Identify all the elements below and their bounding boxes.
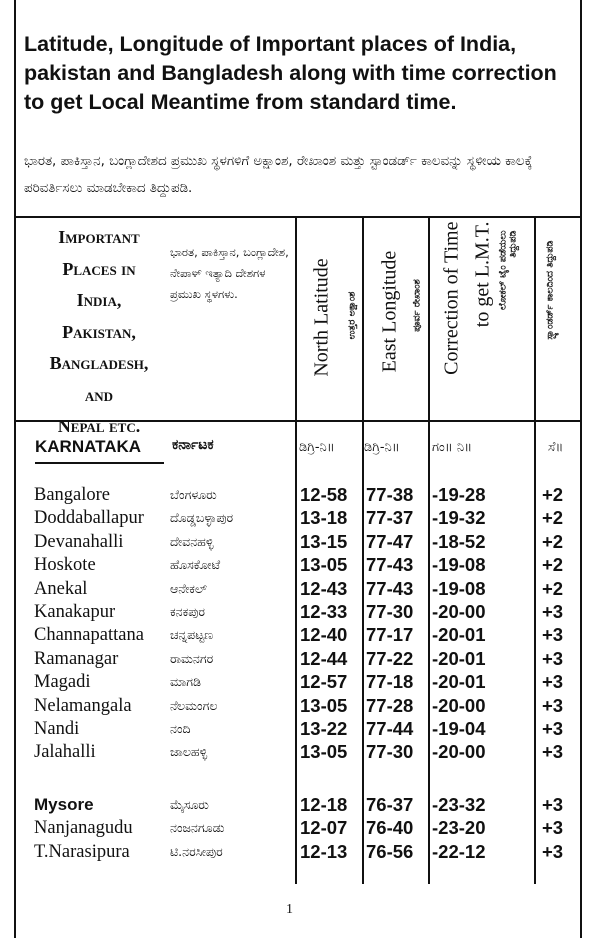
table-row	[0, 555, 580, 579]
place-name-kannada: ದೇವನಹಳ್ಳಿ	[170, 533, 214, 549]
longitude-value: 77-17	[366, 624, 414, 646]
latitude-value: 12-43	[300, 577, 348, 599]
table-top-rule	[14, 216, 580, 218]
places-header-line: Nepal etc.	[57, 416, 141, 436]
table-row	[0, 842, 580, 866]
standard-correction-value: +3	[542, 601, 564, 622]
place-name: Devanahalli	[34, 531, 124, 552]
correction-value: -20-00	[432, 694, 486, 716]
latitude-value: 12-33	[300, 601, 348, 622]
longitude-value: 77-38	[366, 484, 414, 505]
place-name: Ramanagar	[34, 648, 119, 669]
standard-correction-value: +3	[542, 694, 564, 716]
correction-value: -20-00	[432, 601, 486, 622]
correction-value: -19-04	[432, 718, 486, 739]
latitude-value: 12-57	[300, 671, 348, 693]
places-header-line: Bangladesh,	[49, 353, 149, 373]
standard-correction-header-kannada: ಸ್ಟ್ಯಾಂಡರ್ಡ್ ಕಾಲದಿಂದ ತಿದ್ದುಪಡಿ	[544, 240, 556, 340]
table-row	[0, 696, 580, 720]
place-name-kannada: ಮಾಗಡಿ	[170, 674, 201, 690]
page-title: Latitude, Longitude of Important places of India, pakistan and Bangladesh along with time correction to get Local Meantime from standard time.	[24, 32, 557, 114]
place-name-kannada: ನಂಜನಗೂಡು	[170, 820, 225, 836]
place-name: Jalahalli	[34, 742, 96, 763]
places-header-line: Places in	[62, 258, 136, 279]
longitude-value: 77-30	[366, 741, 414, 763]
longitude-value: 77-28	[366, 694, 414, 716]
places-column-header-kannada: ಭಾರತ, ಪಾಕಿಸ್ತಾನ, ಬಂಗ್ಲಾದೇಶ, ನೇಪಾಳ್ ಇತ್ಯಾದಿ ದೇಶಗಳ ಪ್ರಮುಖ ಸ್ಥಳಗಳು.	[170, 245, 289, 301]
page-subtitle-kannada: ಭಾರತ, ಪಾಕಿಸ್ತಾನ, ಬಂಗ್ಲಾದೇಶದ ಪ್ರಮುಖ ಸ್ಥಳಗಳಿಗೆ ಅಕ್ಷಾಂಶ, ರೇಖಾಂಶ ಮತ್ತು ಸ್ಟಾಂಡರ್ಡ್ ಕಾಲವನ್ನು ಸ್ಥಳೀಯ ಕಾಲಕ್ಕೆ ಪರಿವರ್ತಿಸಲು ಮಾಡಬೇಕಾದ ತಿದ್ದುಪಡಿ.	[24, 154, 533, 196]
longitude-value: 77-22	[366, 647, 414, 669]
standard-unit: ಸೆ॥	[548, 440, 564, 455]
place-name-kannada: ಹೊಸಕೋಟೆ	[170, 557, 221, 573]
state-name-underline	[35, 462, 164, 464]
place-name-kannada: ಕನಕಪುರ	[170, 604, 205, 619]
places-header-line: Pakistan,	[62, 321, 136, 342]
longitude-header-kannada: ಪೂರ್ವ ರೇಖಾಂಶ	[411, 279, 423, 332]
latitude-value: 13-05	[300, 554, 348, 576]
latitude-value: 13-15	[300, 530, 348, 552]
longitude-value: 77-44	[366, 718, 414, 739]
page-border-right	[580, 0, 582, 938]
table-row	[0, 508, 580, 532]
correction-unit: ಗಂ॥ ನಿ॥	[432, 440, 473, 455]
standard-correction-value: +2	[542, 554, 564, 576]
page-number: 1	[286, 902, 293, 917]
correction-value: -19-08	[432, 554, 486, 576]
correction-value: -23-32	[432, 794, 486, 815]
correction-value: -20-00	[432, 741, 486, 763]
standard-correction-value: +3	[542, 817, 564, 839]
longitude-value: 76-40	[366, 817, 414, 839]
correction-value: -23-20	[432, 817, 486, 839]
latitude-value: 12-58	[300, 484, 348, 505]
correction-header-kannada: ಲೋಕಲ್ ಟೈಂ ಪಡೆಯಲು	[497, 230, 509, 310]
place-name: Anekal	[34, 578, 88, 599]
latitude-value: 12-18	[300, 794, 348, 815]
place-name: Nelamangala	[34, 695, 132, 716]
latitude-unit: ಡಿಗ್ರಿ-ನಿ॥	[299, 440, 335, 455]
longitude-value: 77-43	[366, 554, 414, 576]
place-name: Magadi	[34, 672, 91, 693]
correction-header-line1: Correction of Time	[440, 221, 463, 375]
table-row	[0, 532, 580, 556]
table-row	[0, 742, 580, 766]
standard-correction-value: +3	[542, 647, 564, 669]
standard-correction-value: +3	[542, 624, 564, 646]
place-name-kannada: ರಾಮನಗರ	[170, 650, 214, 666]
longitude-unit: ಡಿಗ್ರಿ-ನಿ॥	[364, 440, 400, 455]
standard-correction-value: +3	[542, 671, 564, 693]
latitude-value: 12-13	[300, 840, 348, 862]
places-column-header	[34, 222, 164, 443]
correction-value: -22-12	[432, 840, 486, 862]
latitude-value: 13-18	[300, 507, 348, 529]
latitude-value: 13-22	[300, 718, 348, 739]
longitude-value: 77-43	[366, 577, 414, 599]
places-header-line: Important	[58, 227, 140, 247]
table-row	[0, 579, 580, 603]
table-row	[0, 485, 580, 509]
places-header-line: and	[84, 384, 114, 405]
longitude-value: 77-30	[366, 601, 414, 622]
standard-correction-value: +3	[542, 741, 564, 763]
standard-correction-value: +3	[542, 794, 564, 815]
correction-value: -19-28	[432, 484, 486, 505]
correction-value: -19-08	[432, 577, 486, 599]
place-name-kannada: ಟಿ.ನರಸೀಪುರ	[170, 843, 223, 859]
latitude-value: 13-05	[300, 694, 348, 716]
place-name-kannada: ನಂದಿ	[170, 721, 191, 736]
latitude-value: 12-40	[300, 624, 348, 646]
longitude-value: 76-37	[366, 794, 414, 815]
standard-correction-value: +2	[542, 484, 564, 505]
longitude-value: 77-47	[366, 530, 414, 552]
standard-correction-value: +2	[542, 507, 564, 529]
table-row	[0, 625, 580, 649]
standard-correction-value: +3	[542, 718, 564, 739]
place-name-kannada: ಮೈಸೂರು	[170, 797, 209, 812]
place-name: Doddaballapur	[34, 508, 144, 529]
place-name: Hoskote	[34, 555, 96, 576]
place-name: Channapattana	[34, 625, 144, 646]
latitude-header: North Latitude	[310, 258, 333, 377]
places-header-line: India,	[76, 290, 122, 310]
longitude-value: 77-37	[366, 507, 414, 529]
standard-correction-value: +2	[542, 530, 564, 552]
place-name: Nandi	[34, 719, 80, 739]
correction-value: -18-52	[432, 530, 486, 552]
table-row	[0, 719, 580, 743]
table-row	[0, 795, 580, 819]
table-row	[0, 818, 580, 842]
correction-value: -20-01	[432, 624, 486, 646]
longitude-value: 76-56	[366, 840, 414, 862]
correction-value: -20-01	[432, 647, 486, 669]
place-name-kannada: ಜಾಲಹಳ್ಳಿ	[170, 744, 208, 760]
latitude-value: 12-07	[300, 817, 348, 839]
place-name-kannada: ನೆಲಮಂಗಲ	[170, 697, 218, 713]
table-row	[0, 672, 580, 696]
place-name: Nanjanagudu	[34, 818, 133, 839]
place-name-kannada: ಚನ್ನಪಟ್ಟಣ	[170, 627, 214, 643]
correction-value: -20-01	[432, 671, 486, 693]
longitude-header: East Longitude	[378, 250, 401, 373]
place-name: Kanakapur	[34, 602, 116, 622]
state-name-kannada: ಕರ್ನಾಟಕ	[172, 437, 214, 453]
latitude-value: 12-44	[300, 647, 348, 669]
latitude-header-kannada: ಉತ್ತರ ಅಕ್ಷಾಂಶ	[346, 291, 358, 340]
place-name-kannada: ಆನೇಕಲ್	[170, 580, 208, 596]
standard-correction-value: +3	[542, 840, 564, 862]
table-row	[0, 602, 580, 626]
place-name: Mysore	[34, 795, 94, 814]
place-name-kannada: ಬೆಂಗಳೂರು	[170, 487, 217, 502]
longitude-value: 77-18	[366, 671, 414, 693]
place-name: T.Narasipura	[34, 841, 130, 862]
correction-header-kannada-2: ತಿದ್ದುಪಡಿ	[507, 230, 519, 258]
place-name: Bangalore	[34, 485, 111, 505]
standard-correction-value: +2	[542, 577, 564, 599]
latitude-value: 13-05	[300, 741, 348, 763]
place-name-kannada: ದೊಡ್ಡಬಳ್ಳಾಪುರ	[170, 510, 234, 526]
state-name: KARNATAKA	[35, 437, 142, 456]
correction-header-line2: to get L.M.T.	[471, 221, 494, 328]
table-row	[0, 649, 580, 673]
correction-value: -19-32	[432, 507, 486, 529]
